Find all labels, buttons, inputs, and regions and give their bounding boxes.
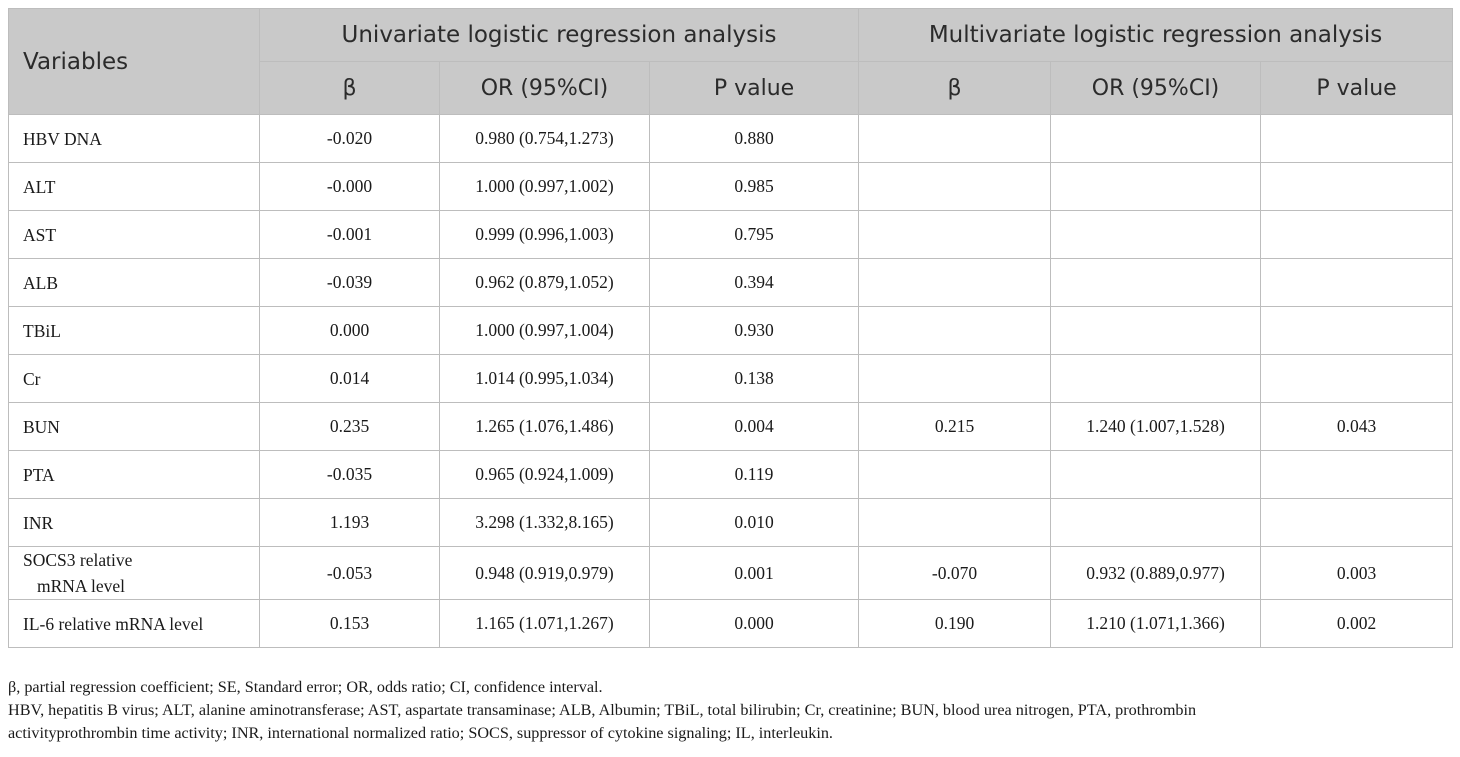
- variable-cell: Cr: [9, 355, 260, 403]
- uni-beta-cell: 0.153: [260, 600, 440, 648]
- uni-or-cell: 0.965 (0.924,1.009): [440, 451, 650, 499]
- multi-beta-cell: [859, 451, 1051, 499]
- regression-table: [8, 8, 1453, 648]
- multi-beta-cell: 0.215: [859, 403, 1051, 451]
- table-row: [9, 499, 1453, 547]
- multi-p-cell: [1261, 307, 1453, 355]
- uni-beta-cell: 0.235: [260, 403, 440, 451]
- footnote-line-1: β, partial regression coefficient; SE, Standard error; OR, odds ratio; CI, confidence interval.: [8, 678, 603, 696]
- variable-cell: PTA: [9, 451, 260, 499]
- multi-p-cell: [1261, 355, 1453, 403]
- variable-cell: INR: [9, 499, 260, 547]
- table-row: [9, 451, 1453, 499]
- header-uni-beta: β: [260, 62, 440, 115]
- multi-p-cell: 0.003: [1261, 547, 1453, 600]
- uni-or-cell: 3.298 (1.332,8.165): [440, 499, 650, 547]
- variable-cell: IL-6 relative mRNA level: [9, 600, 260, 648]
- uni-p-cell: 0.930: [650, 307, 859, 355]
- header-uni-p: P value: [650, 62, 859, 115]
- uni-beta-cell: -0.035: [260, 451, 440, 499]
- header-row-groups: [9, 9, 1453, 62]
- uni-p-cell: 0.001: [650, 547, 859, 600]
- variable-line-1: SOCS3 relative: [23, 550, 133, 570]
- multi-or-cell: 0.932 (0.889,0.977): [1051, 547, 1261, 600]
- uni-or-cell: 1.014 (0.995,1.034): [440, 355, 650, 403]
- multi-p-cell: [1261, 451, 1453, 499]
- uni-p-cell: 0.010: [650, 499, 859, 547]
- header-univariate: Univariate logistic regression analysis: [260, 9, 859, 62]
- uni-beta-cell: 0.000: [260, 307, 440, 355]
- uni-p-cell: 0.795: [650, 211, 859, 259]
- table-row: [9, 600, 1453, 648]
- uni-beta-cell: -0.001: [260, 211, 440, 259]
- multi-beta-cell: [859, 307, 1051, 355]
- variable-cell: HBV DNA: [9, 115, 260, 163]
- uni-beta-cell: -0.000: [260, 163, 440, 211]
- uni-beta-cell: -0.053: [260, 547, 440, 600]
- table-row: [9, 163, 1453, 211]
- uni-p-cell: 0.138: [650, 355, 859, 403]
- table-row: [9, 355, 1453, 403]
- uni-p-cell: 0.119: [650, 451, 859, 499]
- table-row: [9, 259, 1453, 307]
- table-row: [9, 403, 1453, 451]
- uni-or-cell: 1.000 (0.997,1.002): [440, 163, 650, 211]
- table-row: [9, 211, 1453, 259]
- multi-p-cell: [1261, 115, 1453, 163]
- multi-p-cell: [1261, 259, 1453, 307]
- footnote-line-3: activityprothrombin time activity; INR, international normalized ratio; SOCS, suppressor of cytokine signaling; IL, interleukin.: [8, 724, 833, 742]
- header-multi-beta: β: [859, 62, 1051, 115]
- table-row: [9, 547, 1453, 600]
- multi-or-cell: [1051, 355, 1261, 403]
- multi-or-cell: 1.240 (1.007,1.528): [1051, 403, 1261, 451]
- multi-beta-cell: [859, 115, 1051, 163]
- variable-line-2: mRNA level: [37, 576, 125, 596]
- multi-p-cell: 0.002: [1261, 600, 1453, 648]
- multi-or-cell: [1051, 451, 1261, 499]
- multi-or-cell: [1051, 211, 1261, 259]
- header-multi-p: P value: [1261, 62, 1453, 115]
- variable-cell: ALT: [9, 163, 260, 211]
- multi-beta-cell: [859, 499, 1051, 547]
- uni-p-cell: 0.985: [650, 163, 859, 211]
- multi-beta-cell: -0.070: [859, 547, 1051, 600]
- multi-beta-cell: [859, 355, 1051, 403]
- header-variables: Variables: [9, 9, 260, 115]
- uni-p-cell: 0.004: [650, 403, 859, 451]
- header-multivariate: Multivariate logistic regression analysis: [859, 9, 1453, 62]
- footnote-line-2: HBV, hepatitis B virus; ALT, alanine aminotransferase; AST, aspartate transaminase; ALB, Albumin; TBiL, total bilirubin; Cr, creatinine; BUN, blood urea nitrogen, PTA, prothrombin: [8, 701, 1197, 719]
- uni-p-cell: 0.394: [650, 259, 859, 307]
- table-row: [9, 115, 1453, 163]
- multi-beta-cell: [859, 211, 1051, 259]
- multi-p-cell: [1261, 499, 1453, 547]
- uni-or-cell: 1.265 (1.076,1.486): [440, 403, 650, 451]
- uni-or-cell: 1.165 (1.071,1.267): [440, 600, 650, 648]
- uni-beta-cell: 1.193: [260, 499, 440, 547]
- uni-or-cell: 0.948 (0.919,0.979): [440, 547, 650, 600]
- variable-cell: TBiL: [9, 307, 260, 355]
- multi-or-cell: [1051, 259, 1261, 307]
- multi-p-cell: [1261, 163, 1453, 211]
- variable-cell: BUN: [9, 403, 260, 451]
- uni-beta-cell: -0.039: [260, 259, 440, 307]
- uni-or-cell: 0.999 (0.996,1.003): [440, 211, 650, 259]
- table-row: [9, 307, 1453, 355]
- uni-beta-cell: 0.014: [260, 355, 440, 403]
- uni-or-cell: 0.962 (0.879,1.052): [440, 259, 650, 307]
- multi-beta-cell: [859, 259, 1051, 307]
- uni-p-cell: 0.000: [650, 600, 859, 648]
- variable-cell: [9, 547, 260, 600]
- multi-or-cell: [1051, 115, 1261, 163]
- table-footnotes: [8, 676, 1452, 745]
- multi-p-cell: [1261, 211, 1453, 259]
- header-multi-or: OR (95%CI): [1051, 62, 1261, 115]
- header-uni-or: OR (95%CI): [440, 62, 650, 115]
- multi-or-cell: 1.210 (1.071,1.366): [1051, 600, 1261, 648]
- variable-cell: AST: [9, 211, 260, 259]
- multi-beta-cell: [859, 163, 1051, 211]
- variable-cell: ALB: [9, 259, 260, 307]
- uni-p-cell: 0.880: [650, 115, 859, 163]
- multi-or-cell: [1051, 499, 1261, 547]
- uni-or-cell: 1.000 (0.997,1.004): [440, 307, 650, 355]
- multi-beta-cell: 0.190: [859, 600, 1051, 648]
- multi-or-cell: [1051, 307, 1261, 355]
- uni-beta-cell: -0.020: [260, 115, 440, 163]
- multi-p-cell: 0.043: [1261, 403, 1453, 451]
- multi-or-cell: [1051, 163, 1261, 211]
- uni-or-cell: 0.980 (0.754,1.273): [440, 115, 650, 163]
